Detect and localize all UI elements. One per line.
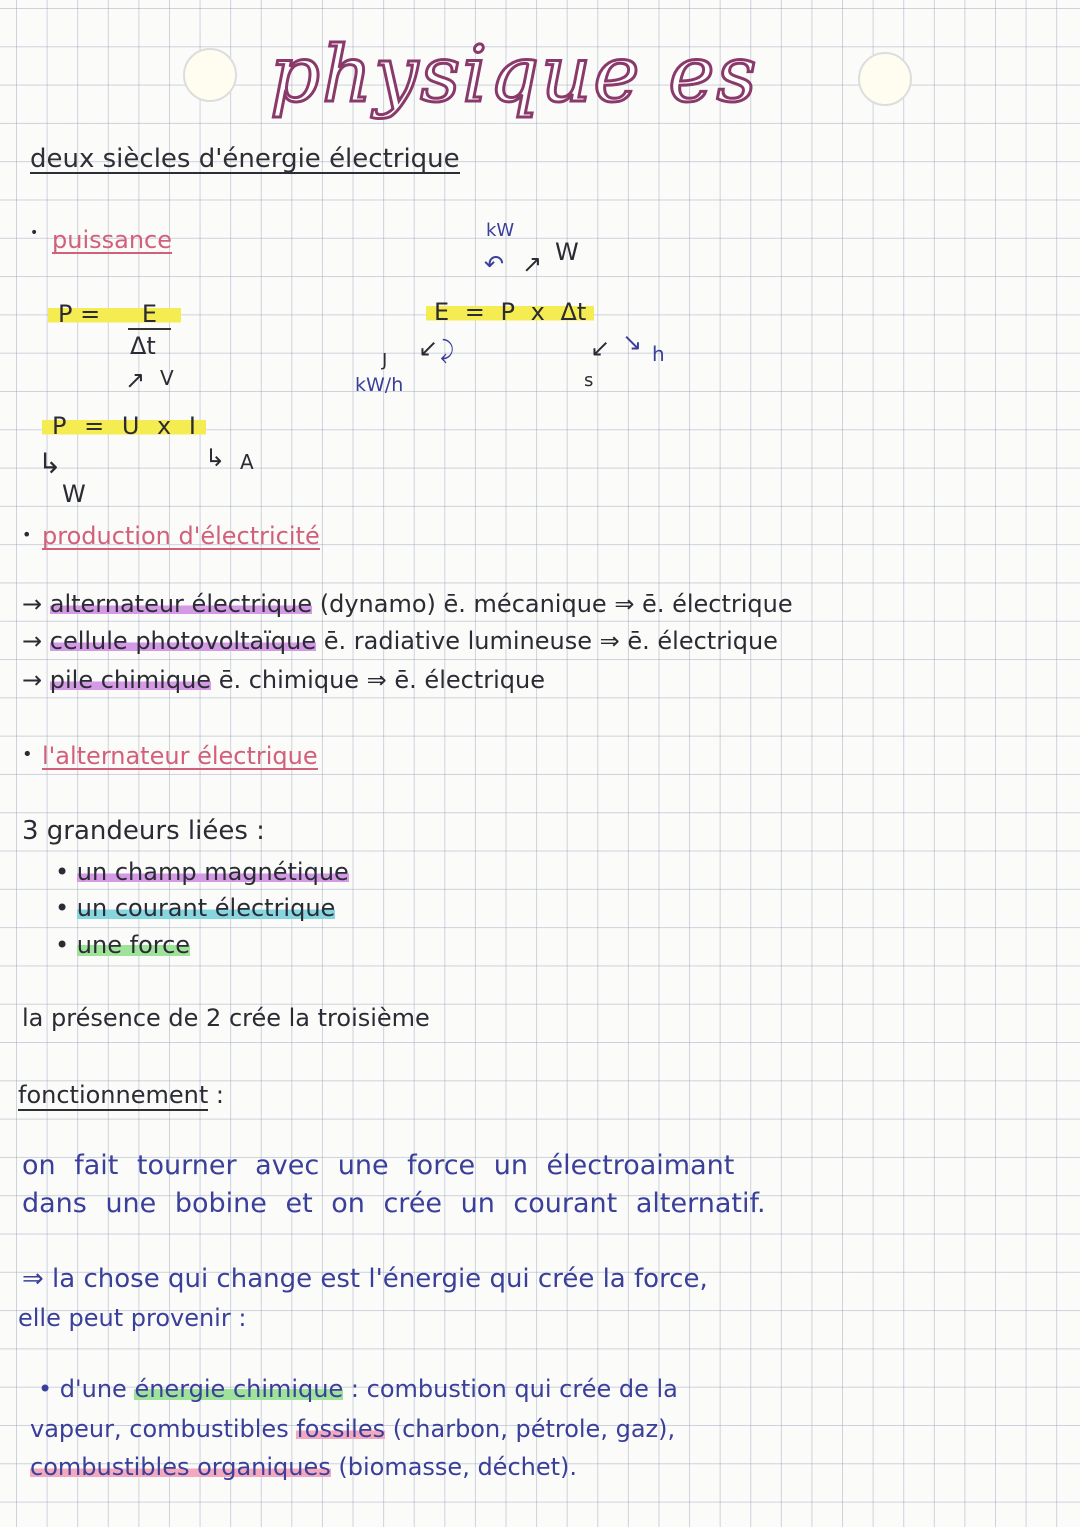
arrow-icon: ↶ <box>484 250 505 278</box>
binder-hole-left <box>183 48 237 102</box>
fonctionnement-heading <box>18 1083 224 1107</box>
item-name: alternateur électrique <box>49 590 313 618</box>
text-line: on fait tourner avec une force un électroaimant <box>22 1150 735 1181</box>
arrow-icon: ↙ <box>418 334 439 362</box>
text-line: dans une bobine et on crée un courant alternatif. <box>22 1188 766 1219</box>
unit-w: W <box>62 480 86 508</box>
bullet-item: • un champ magnétique <box>55 858 349 886</box>
unit-j: J <box>382 350 388 371</box>
production-item <box>22 592 793 616</box>
item-desc: (dynamo) ē. mécanique ⇒ ē. électrique <box>319 590 793 618</box>
arrow-icon: ↘ <box>622 328 643 356</box>
unit-h: h <box>652 342 665 366</box>
source-highlight: fossiles <box>296 1415 386 1443</box>
heading-alternateur: l'alternateur électrique <box>42 742 318 770</box>
formula-e-pdt: E = P x Δt <box>426 300 594 324</box>
formula-p-e-dt <box>48 302 181 326</box>
formula-numerator: E <box>128 300 171 330</box>
text-line: elle peut provenir : <box>18 1304 247 1332</box>
heading-production: production d'électricité <box>42 522 320 550</box>
formula-lhs: P = <box>58 300 101 328</box>
source-highlight: combustibles organiques <box>30 1453 331 1481</box>
production-item <box>22 668 545 692</box>
presence-text: la présence de 2 crée la troisième <box>22 1004 430 1032</box>
item-name: cellule photovoltaïque <box>49 627 317 655</box>
unit-a: A <box>240 450 254 474</box>
item-desc: ē. radiative lumineuse ⇒ ē. électrique <box>323 627 778 655</box>
arrow-icon: → <box>22 590 43 618</box>
formula-p-ui: P = U x I <box>42 414 206 438</box>
arrow-icon: → <box>22 627 43 655</box>
formula-denominator: Δt <box>130 332 156 360</box>
source-line <box>30 1417 675 1441</box>
source-text: (biomasse, déchet). <box>330 1453 578 1481</box>
bullet: • <box>22 525 32 544</box>
arrow-icon: ↗ <box>125 366 146 394</box>
fonctionnement-label: fonctionnement <box>18 1081 209 1109</box>
source-highlight: énergie chimique <box>134 1375 344 1403</box>
arrow-icon: ↳ <box>38 447 62 480</box>
arrow-icon: ↙ <box>590 334 611 362</box>
bullet-text: une force <box>76 931 191 959</box>
unit-kwh: kW/h <box>355 374 404 396</box>
item-name: pile chimique <box>49 666 212 694</box>
unit-w2: W <box>555 238 579 266</box>
source-text: vapeur, combustibles <box>30 1415 289 1443</box>
source-text: (charbon, pétrole, gaz), <box>385 1415 676 1443</box>
bullet: • <box>30 225 39 241</box>
bullet-item: • un courant électrique <box>55 894 336 922</box>
heading-puissance: puissance <box>52 226 172 254</box>
unit-v: V <box>160 366 174 390</box>
source-line <box>38 1377 678 1401</box>
arrow-icon: ↗ <box>522 250 543 278</box>
source-prefix: • d'une <box>38 1375 127 1403</box>
arrow-icon: ↳ <box>205 444 226 472</box>
production-item <box>22 629 778 653</box>
colon: : <box>215 1081 224 1109</box>
intro-text: 3 grandeurs liées : <box>22 816 265 846</box>
item-desc: ē. chimique ⇒ ē. électrique <box>218 666 545 694</box>
text-line: ⇒ la chose qui change est l'énergie qui crée la force, <box>22 1264 708 1294</box>
binder-hole-right <box>858 52 912 106</box>
bullet-text: un courant électrique <box>76 894 336 922</box>
bullet: • <box>22 744 33 765</box>
page-title: physique es <box>270 30 759 120</box>
source-line <box>30 1455 577 1479</box>
arrow-icon: → <box>22 666 43 694</box>
arrow-icon: ⤸ <box>440 336 455 364</box>
subtitle: deux siècles d'énergie électrique <box>30 144 460 174</box>
bullet-item: • une force <box>55 931 191 959</box>
unit-kw: kW <box>486 220 515 241</box>
source-rest: : combustion qui crée de la <box>343 1375 678 1403</box>
unit-s: s <box>584 370 594 391</box>
bullet-text: un champ magnétique <box>76 858 349 886</box>
